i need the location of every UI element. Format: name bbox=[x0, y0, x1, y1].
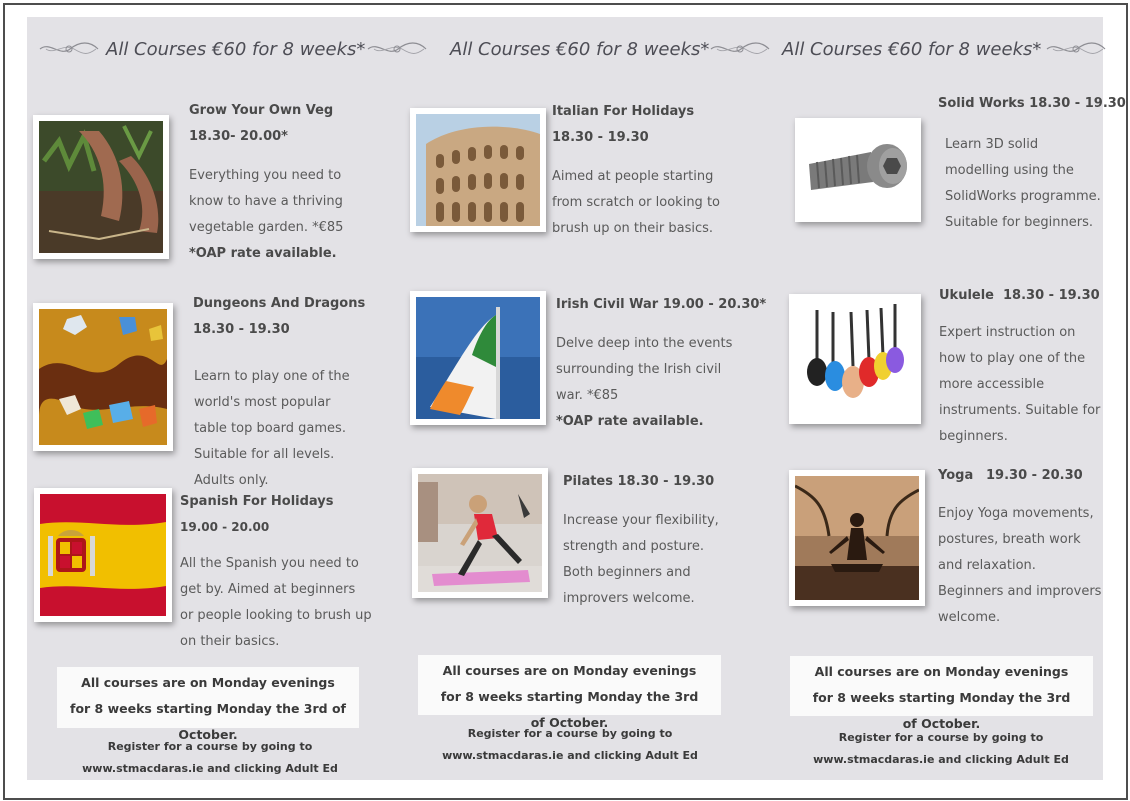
course-time: 18.30 - 19.30 bbox=[1003, 288, 1100, 303]
dice-photo bbox=[33, 303, 173, 451]
course-description: Expert instruction on how to play one of the more accessible instruments. Suitable for beginners. bbox=[939, 325, 1101, 444]
register-note: Register for a course by going to www.stmacdaras.ie and clicking Adult Ed bbox=[442, 727, 698, 762]
course-description: Everything you need to know to have a thriving vegetable garden. *€85 *OAP rate available. bbox=[189, 168, 344, 261]
header-col-2 bbox=[366, 36, 771, 62]
register-note: Register for a course by going to www.stmacdaras.ie and clicking Adult Ed bbox=[813, 731, 1069, 766]
course-title: Italian For Holidays bbox=[552, 104, 695, 119]
schedule-note: All courses are on Monday evenings for 8 weeks starting Monday the 3rd of October. bbox=[790, 656, 1093, 716]
course-time: 18.30 - 19.30 bbox=[552, 130, 649, 145]
header-text: All Courses €60 for 8 weeks* bbox=[450, 38, 710, 60]
yoga-sunset-photo bbox=[789, 470, 925, 606]
course-title: Irish Civil War 19.00 - 20.30* bbox=[556, 297, 767, 312]
right-ornament-icon bbox=[1045, 39, 1107, 59]
course-description: Aimed at people starting from scratch or looking to brush up on their basics. bbox=[552, 169, 720, 236]
course-title: Yoga bbox=[938, 468, 974, 483]
left-ornament-icon bbox=[38, 39, 100, 59]
header-col-3 bbox=[782, 36, 1107, 62]
hands-in-soil-photo bbox=[33, 115, 169, 259]
course-time: 19.30 - 20.30 bbox=[986, 468, 1083, 483]
pilates-photo bbox=[412, 468, 548, 598]
ukuleles-photo bbox=[789, 294, 921, 424]
course-title: Spanish For Holidays bbox=[180, 494, 334, 509]
course-title: Ukulele bbox=[939, 288, 995, 303]
course-title: Solid Works 18.30 - 19.30 bbox=[938, 96, 1126, 111]
left-ornament-icon bbox=[366, 39, 428, 59]
course-description: Learn to play one of the world's most popular table top board games. Suitable for all levels. Adults only. bbox=[194, 369, 350, 488]
irish-flag-photo bbox=[410, 291, 546, 425]
course-time: 18.30- 20.00* bbox=[189, 129, 288, 144]
course-description: All the Spanish you need to get by. Aimed at beginners or people looking to brush up on their basics. bbox=[180, 556, 372, 649]
course-description: Increase your flexibility, strength and posture. Both beginners and improvers welcome. bbox=[563, 513, 719, 606]
oap-note: *OAP rate available. bbox=[189, 246, 337, 261]
bolt-model-photo bbox=[795, 118, 921, 222]
course-title: Pilates 18.30 - 19.30 bbox=[563, 474, 715, 489]
register-note: Register for a course by going to www.stmacdaras.ie and clicking Adult Ed bbox=[82, 740, 338, 775]
schedule-note: All courses are on Monday evenings for 8 weeks starting Monday the 3rd of October. bbox=[418, 655, 721, 715]
oap-note: *OAP rate available. bbox=[556, 414, 704, 429]
course-time: 19.00 - 20.00 bbox=[180, 520, 270, 534]
schedule-note: All courses are on Monday evenings for 8 weeks starting Monday the 3rd of October. bbox=[57, 667, 359, 728]
spain-flag-photo bbox=[34, 488, 172, 622]
colosseum-photo bbox=[410, 108, 546, 232]
header-col-1 bbox=[38, 36, 365, 62]
header-text: All Courses €60 for 8 weeks* bbox=[106, 38, 366, 60]
course-title: Dungeons And Dragons bbox=[193, 296, 366, 311]
course-time: 18.30 - 19.30 bbox=[193, 322, 290, 337]
course-description: Learn 3D solid modelling using the SolidWorks programme. Suitable for beginners. bbox=[945, 137, 1101, 230]
course-title: Grow Your Own Veg bbox=[189, 103, 334, 118]
course-description: Enjoy Yoga movements, postures, breath work and relaxation. Beginners and improvers welcome. bbox=[938, 506, 1102, 625]
right-ornament-icon bbox=[709, 39, 771, 59]
header-text: All Courses €60 for 8 weeks* bbox=[782, 38, 1042, 60]
course-description: Delve deep into the events surrounding the Irish civil war. *€85 *OAP rate available. bbox=[556, 336, 733, 429]
